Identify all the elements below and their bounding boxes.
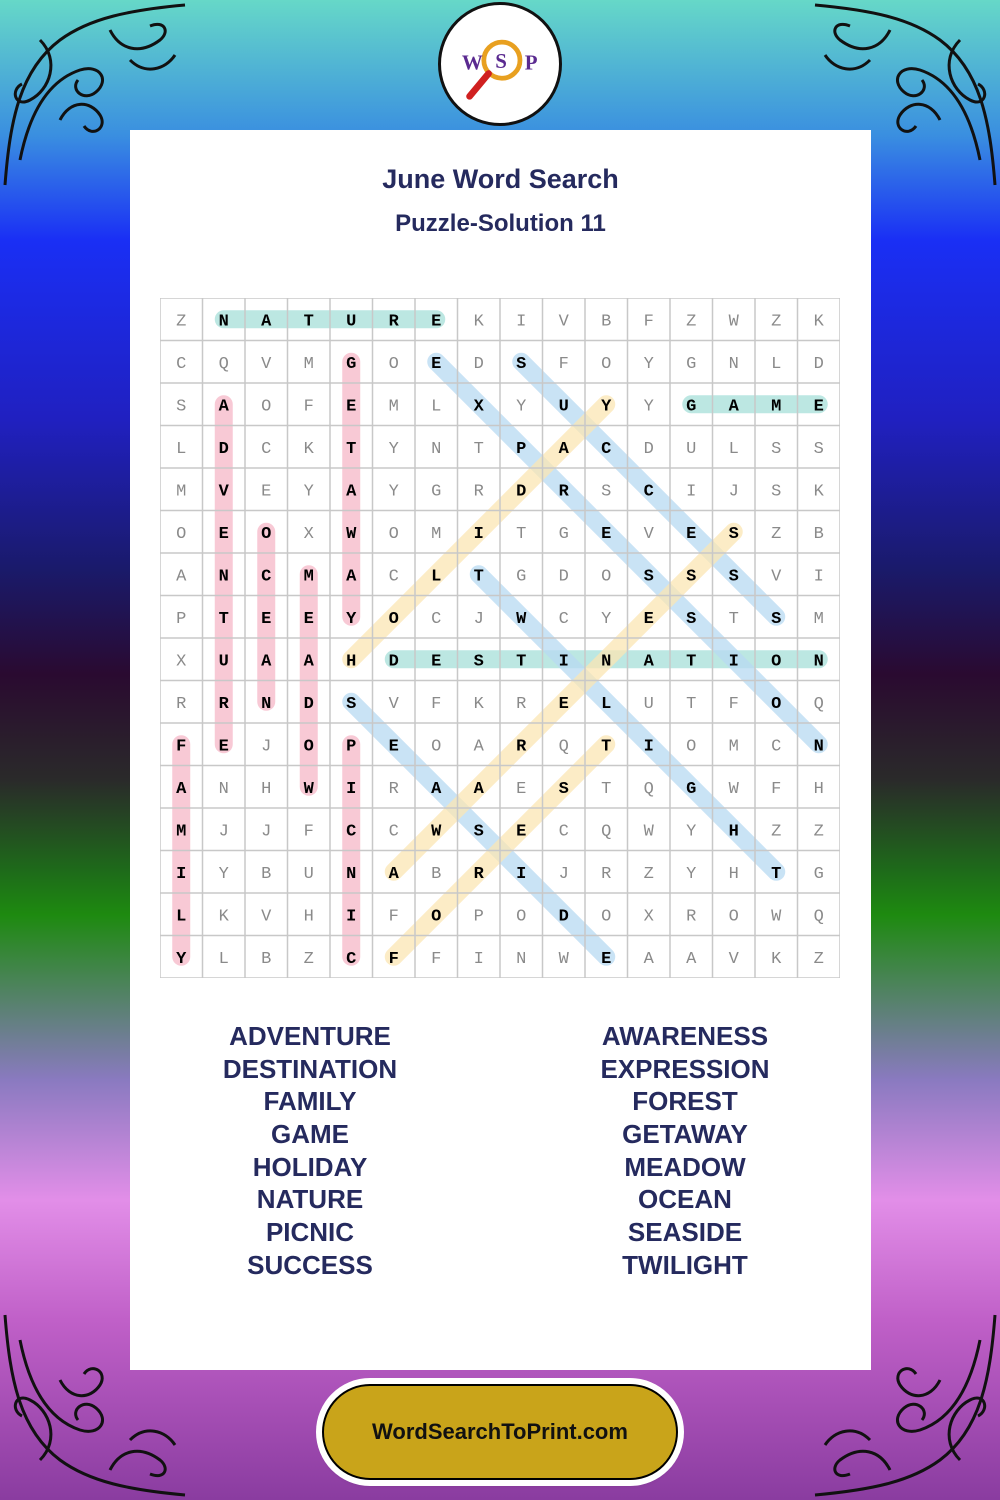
grid-cell-letter: S (473, 652, 484, 672)
grid-cell-letter: O (771, 652, 782, 672)
grid-cell-letter: T (771, 864, 782, 884)
grid-cell-letter: E (218, 524, 229, 544)
grid-cell-letter: A (261, 312, 272, 332)
grid-cell-letter: T (346, 439, 357, 459)
page-subtitle: Puzzle-Solution 11 (395, 210, 606, 237)
grid-cell-letter: V (388, 694, 399, 714)
grid-cell-letter: Y (686, 822, 697, 842)
grid-cell-letter: Y (346, 609, 357, 629)
grid-cell-letter: F (303, 822, 314, 842)
grid-cell-letter: I (516, 312, 527, 332)
grid-cell-letter: B (261, 949, 272, 969)
grid-cell-letter: O (388, 354, 399, 374)
grid-cell-letter: Q (643, 779, 654, 799)
grid-cell-letter: H (728, 864, 739, 884)
grid-cell-letter: H (346, 652, 357, 672)
grid-cell-letter: F (388, 907, 399, 927)
grid-cell-letter: F (431, 949, 442, 969)
grid-cell-letter: I (516, 864, 527, 884)
grid-cell-letter: S (728, 567, 739, 587)
grid-cell-letter: E (261, 482, 272, 502)
grid-cell-letter: D (388, 652, 399, 672)
grid-cell-letter: U (643, 694, 654, 714)
grid-cell-letter: V (771, 567, 782, 587)
grid-cell-letter: F (771, 779, 782, 799)
grid-cell-letter: C (261, 567, 272, 587)
grid-cell-letter: R (558, 482, 569, 502)
grid-cell-letter: T (516, 652, 527, 672)
grid-cell-letter: K (473, 312, 484, 332)
grid-cell-letter: O (388, 609, 399, 629)
grid-cell-letter: W (516, 609, 527, 629)
grid-cell-letter: Y (388, 439, 399, 459)
grid-cell-letter: Y (643, 354, 654, 374)
grid-cell-letter: R (176, 694, 187, 714)
grid-cell-letter: D (473, 354, 484, 374)
grid-cell-letter: G (516, 567, 527, 587)
grid-cell-letter: B (813, 524, 824, 544)
grid-cell-letter: Y (388, 482, 399, 502)
word-list-item: DESTINATION (222, 1053, 398, 1084)
grid-cell-letter: E (558, 694, 569, 714)
grid-cell-letter: V (643, 524, 654, 544)
word-list-item: NATURE (256, 1184, 364, 1215)
grid-cell-letter: Z (176, 312, 187, 332)
logo-letter-w: W (461, 50, 483, 75)
logo-letter-p: P (524, 50, 538, 75)
grid-cell-letter: Y (643, 397, 654, 417)
grid-cell-letter: F (303, 397, 314, 417)
grid-cell-letter: I (558, 652, 569, 672)
grid-cell-letter: D (813, 354, 824, 374)
grid-cell-letter: A (388, 864, 399, 884)
grid-cell-letter: E (516, 822, 527, 842)
grid-cell-letter: S (813, 439, 824, 459)
word-list-item: HOLIDAY (252, 1151, 368, 1182)
word-list-item: PICNIC (265, 1217, 355, 1248)
grid-cell-letter: D (218, 439, 229, 459)
grid-cell-letter: A (728, 397, 739, 417)
grid-cell-letter: N (346, 864, 357, 884)
grid-cell-letter: O (261, 524, 272, 544)
grid-cell-letter: J (728, 482, 739, 502)
grid-cell-letter: R (218, 694, 229, 714)
grid-cell-letter: E (686, 524, 697, 544)
grid-cell-letter: Q (813, 907, 824, 927)
grid-cell-letter: C (346, 949, 357, 969)
grid-cell-letter: E (261, 609, 272, 629)
grid-cell-letter: A (473, 737, 484, 757)
grid-cell-letter: W (771, 907, 782, 927)
grid-cell-letter: T (728, 609, 739, 629)
page-title: June Word Search (382, 164, 619, 194)
grid-cell-letter: W (346, 524, 357, 544)
grid-cell-letter: U (686, 439, 697, 459)
word-list-left (125, 1020, 495, 1282)
grid-cell-letter: S (558, 779, 569, 799)
grid-cell-letter: Y (601, 397, 612, 417)
grid-cell-letter: R (388, 312, 399, 332)
grid-cell-letter: E (303, 609, 314, 629)
grid-cell-letter: S (643, 567, 654, 587)
grid-cell-letter: A (643, 949, 654, 969)
grid-cell-letter: E (388, 737, 399, 757)
word-list-item: SUCCESS (247, 1249, 373, 1280)
word-list-item: GAME (271, 1119, 349, 1150)
grid-cell-letter: O (601, 354, 612, 374)
word-list-item: OCEAN (638, 1184, 732, 1215)
puzzle-panel (130, 130, 871, 1370)
grid-cell-letter: W (728, 312, 739, 332)
grid-cell-letter: F (728, 694, 739, 714)
grid-cell-letter: S (771, 609, 782, 629)
grid-cell-letter: T (473, 567, 484, 587)
grid-cell-letter: T (218, 609, 229, 629)
grid-cell-letter: V (261, 354, 272, 374)
grid-cell-letter: Y (516, 397, 527, 417)
grid-cell-letter: Z (771, 524, 782, 544)
grid-cell-letter: N (516, 949, 527, 969)
grid-cell-letter: G (431, 482, 442, 502)
grid-cell-letter: M (771, 397, 782, 417)
grid-cell-letter: E (431, 312, 442, 332)
word-list-item: FOREST (632, 1086, 738, 1117)
grid-cell-letter: P (346, 737, 357, 757)
grid-cell-letter: N (601, 652, 612, 672)
grid-cell-letter: A (686, 949, 697, 969)
grid-cell-letter: T (303, 312, 314, 332)
grid-cell-letter: N (431, 439, 442, 459)
grid-cell-letter: L (431, 397, 442, 417)
word-list-item: ADVENTURE (229, 1021, 391, 1051)
grid-cell-letter: L (431, 567, 442, 587)
grid-cell-letter: L (176, 439, 187, 459)
grid-cell-letter: N (728, 354, 739, 374)
grid-cell-letter: Z (771, 822, 782, 842)
grid-cell-letter: M (388, 397, 399, 417)
word-list-item: AWARENESS (601, 1021, 769, 1051)
grid-cell-letter: M (176, 482, 187, 502)
grid-cell-letter: R (516, 694, 527, 714)
grid-cell-letter: R (473, 482, 484, 502)
grid-cell-letter: K (303, 439, 314, 459)
grid-cell-letter: G (686, 354, 697, 374)
grid-cell-letter: X (303, 524, 314, 544)
grid-cell-letter: R (473, 864, 484, 884)
grid-cell-letter: W (303, 779, 314, 799)
grid-cell-letter: H (728, 822, 739, 842)
grid-cell-letter: N (218, 779, 229, 799)
grid-cell-letter: A (218, 397, 229, 417)
grid-cell-letter: V (558, 312, 569, 332)
grid-cell-letter: S (346, 694, 357, 714)
grid-cell-letter: W (558, 949, 569, 969)
grid-cell-letter: Y (601, 609, 612, 629)
grid-cell-letter: H (303, 907, 314, 927)
site-logo[interactable] (438, 2, 562, 126)
grid-cell-letter: A (643, 652, 654, 672)
grid-cell-letter: S (473, 822, 484, 842)
grid-cell-letter: U (558, 397, 569, 417)
grid-cell-letter: O (261, 397, 272, 417)
grid-cell-letter: C (388, 822, 399, 842)
grid-cell-letter: H (813, 779, 824, 799)
grid-cell-letter: S (728, 524, 739, 544)
grid-cell-letter: H (261, 779, 272, 799)
grid-cell-letter: J (558, 864, 569, 884)
site-link-label: WordSearchToPrint.com (372, 1419, 628, 1444)
grid-cell-letter: R (516, 737, 527, 757)
grid-cell-letter: I (176, 864, 187, 884)
grid-cell-letter: G (558, 524, 569, 544)
grid-cell-letter: I (473, 949, 484, 969)
grid-cell-letter: E (813, 397, 824, 417)
grid-cell-letter: C (601, 439, 612, 459)
grid-cell-letter: W (643, 822, 654, 842)
grid-cell-letter: G (686, 397, 697, 417)
word-list-item: EXPRESSION (600, 1053, 770, 1084)
grid-cell-letter: M (728, 737, 739, 757)
grid-cell-letter: S (516, 354, 527, 374)
grid-cell-letter: X (176, 652, 187, 672)
grid-cell-letter: M (176, 822, 187, 842)
grid-cell-letter: S (176, 397, 187, 417)
grid-cell-letter: P (176, 609, 187, 629)
grid-cell-letter: M (303, 354, 314, 374)
grid-cell-letter: O (728, 907, 739, 927)
grid-cell-letter: T (601, 737, 612, 757)
grid-cell-letter: F (558, 354, 569, 374)
grid-cell-letter: D (558, 567, 569, 587)
grid-cell-letter: C (431, 609, 442, 629)
grid-cell-letter: Q (601, 822, 612, 842)
grid-cell-letter: N (813, 652, 824, 672)
word-list-item: MEADOW (624, 1151, 746, 1182)
grid-cell-letter: O (771, 694, 782, 714)
grid-cell-letter: K (218, 907, 229, 927)
magnifier-handle-icon (470, 74, 489, 97)
grid-cell-letter: I (473, 524, 484, 544)
grid-cell-letter: A (261, 652, 272, 672)
logo-letter-s: S (495, 48, 507, 73)
grid-cell-letter: V (728, 949, 739, 969)
grid-cell-letter: E (643, 609, 654, 629)
grid-cell-letter: E (431, 354, 442, 374)
grid-cell-letter: O (176, 524, 187, 544)
grid-cell-letter: K (813, 312, 824, 332)
grid-cell-letter: I (346, 779, 357, 799)
grid-cell-letter: Z (813, 949, 824, 969)
grid-cell-letter: F (176, 737, 187, 757)
grid-cell-letter: T (473, 439, 484, 459)
grid-cell-letter: O (516, 907, 527, 927)
grid-cell-letter: O (686, 737, 697, 757)
grid-cell-letter: C (261, 439, 272, 459)
grid-cell-letter: Q (558, 737, 569, 757)
grid-cell-letter: L (728, 439, 739, 459)
grid-cell-letter: U (303, 864, 314, 884)
grid-cell-letter: X (473, 397, 484, 417)
grid-cell-letter: T (686, 652, 697, 672)
grid-cell-letter: Y (303, 482, 314, 502)
grid-cell-letter: V (218, 482, 229, 502)
word-list-right (500, 1020, 870, 1282)
grid-cell-letter: F (388, 949, 399, 969)
grid-cell-letter: O (303, 737, 314, 757)
grid-cell-letter: J (261, 822, 272, 842)
grid-cell-letter: A (176, 779, 187, 799)
grid-cell-letter: L (771, 354, 782, 374)
grid-cell-letter: M (431, 524, 442, 544)
grid-cell-letter: N (813, 737, 824, 757)
grid-cell-letter: Z (771, 312, 782, 332)
grid-cell-letter: T (601, 779, 612, 799)
grid-cell-letter: N (218, 312, 229, 332)
grid-cell-letter: K (813, 482, 824, 502)
grid-cell-letter: U (346, 312, 357, 332)
grid-cell-letter: K (771, 949, 782, 969)
grid-cell-letter: G (346, 354, 357, 374)
grid-cell-letter: C (558, 822, 569, 842)
grid-cell-letter: L (176, 907, 187, 927)
grid-cell-letter: A (346, 482, 357, 502)
grid-cell-letter: F (643, 312, 654, 332)
grid-cell-letter: A (176, 567, 187, 587)
grid-cell-letter: J (218, 822, 229, 842)
grid-cell-letter: Z (303, 949, 314, 969)
word-list-item: GETAWAY (622, 1119, 748, 1150)
grid-cell-letter: E (601, 524, 612, 544)
grid-cell-letter: D (558, 907, 569, 927)
grid-cell-letter: I (728, 652, 739, 672)
grid-cell-letter: Y (218, 864, 229, 884)
grid-cell-letter: I (686, 482, 697, 502)
grid-cell-letter: C (346, 822, 357, 842)
grid-cell-letter: E (431, 652, 442, 672)
grid-cell-letter: S (686, 567, 697, 587)
grid-cell-letter: R (388, 779, 399, 799)
grid-cell-letter: R (601, 864, 612, 884)
grid-cell-letter: B (601, 312, 612, 332)
grid-cell-letter: T (516, 524, 527, 544)
grid-cell-letter: N (218, 567, 229, 587)
grid-cell-letter: D (303, 694, 314, 714)
word-list-item: FAMILY (263, 1086, 357, 1117)
grid-cell-letter: P (473, 907, 484, 927)
grid-cell-letter: D (516, 482, 527, 502)
grid-cell-letter: O (601, 907, 612, 927)
grid-cell-letter: E (218, 737, 229, 757)
grid-cell-letter: V (261, 907, 272, 927)
grid-cell-letter: N (261, 694, 272, 714)
grid-cell-letter: I (346, 907, 357, 927)
grid-cell-letter: I (643, 737, 654, 757)
grid-cell-letter: Z (813, 822, 824, 842)
grid-cell-letter: B (431, 864, 442, 884)
grid-cell-letter: Z (643, 864, 654, 884)
grid-cell-letter: J (261, 737, 272, 757)
grid-cell-letter: S (771, 482, 782, 502)
grid-cell-letter: D (643, 439, 654, 459)
grid-cell-letter: C (771, 737, 782, 757)
grid-cell-letter: C (176, 354, 187, 374)
grid-cell-letter: Q (218, 354, 229, 374)
grid-cell-letter: O (388, 524, 399, 544)
grid-cell-letter: A (303, 652, 314, 672)
grid-cell-letter: Y (176, 949, 187, 969)
grid-cell-letter: B (261, 864, 272, 884)
grid-cell-letter: U (218, 652, 229, 672)
grid-cell-letter: K (473, 694, 484, 714)
grid-cell-letter: Y (686, 864, 697, 884)
grid-cell-letter: A (346, 567, 357, 587)
grid-cell-letter: Z (686, 312, 697, 332)
grid-cell-letter: E (346, 397, 357, 417)
grid-cell-letter: M (813, 609, 824, 629)
word-search-grid (160, 298, 840, 978)
word-list-item: TWILIGHT (622, 1249, 748, 1280)
grid-cell-letter: G (686, 779, 697, 799)
site-link-button[interactable] (322, 1384, 678, 1480)
grid-cell-letter: F (431, 694, 442, 714)
grid-cell-letter: J (473, 609, 484, 629)
grid-cell-letter: S (686, 609, 697, 629)
grid-cell-letter: M (303, 567, 314, 587)
grid-cell-letter: A (431, 779, 442, 799)
grid-cell-letter: L (601, 694, 612, 714)
grid-cell-letter: C (558, 609, 569, 629)
grid-cell-letter: E (516, 779, 527, 799)
grid-cell-letter: E (601, 949, 612, 969)
grid-cell-letter: A (558, 439, 569, 459)
grid-cell-letter: O (431, 737, 442, 757)
grid-cell-letter: C (388, 567, 399, 587)
grid-cell-letter: S (601, 482, 612, 502)
grid-canvas (160, 298, 840, 978)
grid-cell-letter: L (218, 949, 229, 969)
grid-cell-letter: A (473, 779, 484, 799)
grid-cell-letter: S (771, 439, 782, 459)
grid-cell-letter: P (516, 439, 527, 459)
grid-cell-letter: I (813, 567, 824, 587)
grid-cell-letter: X (643, 907, 654, 927)
grid-cell-letter: R (686, 907, 697, 927)
grid-cell-letter: C (643, 482, 654, 502)
grid-cell-letter: W (728, 779, 739, 799)
grid-cell-letter: G (813, 864, 824, 884)
grid-cell-letter: O (601, 567, 612, 587)
word-list-item: SEASIDE (627, 1217, 743, 1248)
grid-cell-letter: T (686, 694, 697, 714)
grid-cell-letter: Q (813, 694, 824, 714)
grid-cell-letter: O (431, 907, 442, 927)
grid-cell-letter: W (431, 822, 442, 842)
